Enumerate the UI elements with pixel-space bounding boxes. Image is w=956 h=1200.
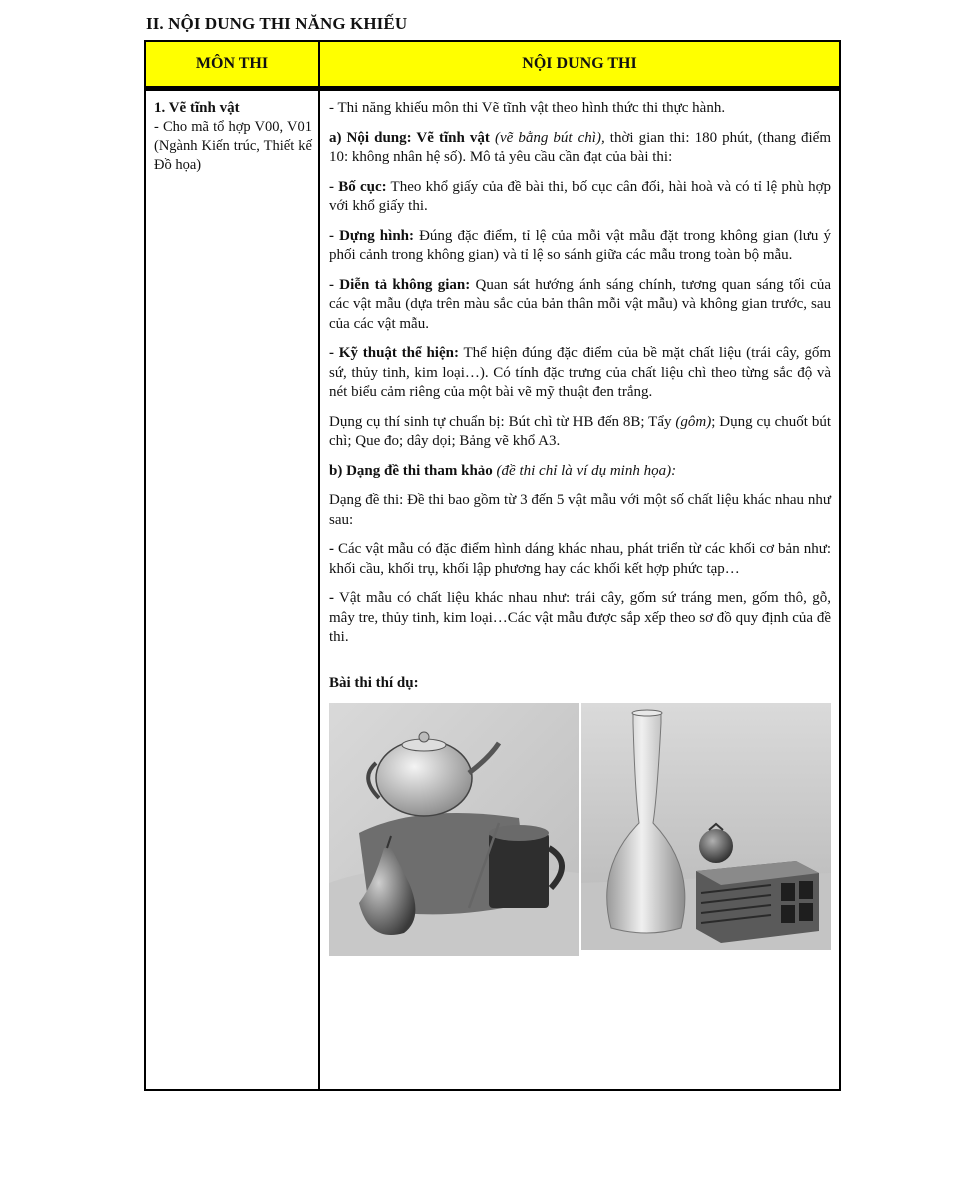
list-item-text: Vật mẫu có chất liệu khác nhau như: trái cây, gốm sứ tráng men, gốm thô, gỗ, mây tre, thủy tinh, kim loại…Các vật mẫu được sắp xếp theo sơ đồ quy định của đề thi.: [329, 590, 831, 645]
intro-text: - Thi năng khiếu môn thi Vẽ tĩnh vật theo hình thức thi thực hành.: [329, 100, 726, 116]
format-text: Dạng đề thi: Đề thi bao gồm từ 3 đến 5 vật mẫu với một số chất liệu khác nhau như sau:: [329, 492, 831, 528]
exam-content-table: [144, 40, 841, 1091]
criterion-space: [329, 276, 831, 335]
table-header-row: [145, 41, 840, 89]
criterion-construction: [329, 227, 831, 266]
header-subject: MÔN THI: [145, 41, 319, 89]
part-a-text: thời gian thi: 180 phút, (thang điểm 10: không nhân hệ số). Mô tả yêu cầu cần đạt của bài thi:: [329, 129, 832, 165]
list-item: [329, 589, 831, 648]
example-photos: [329, 703, 831, 956]
tools-text-a: Dụng cụ thí sinh tự chuẩn bị: Bút chì từ HB đến 8B; Tẩy: [329, 413, 676, 430]
criterion-label: - Bố cục:: [329, 178, 387, 195]
content-cell: [319, 89, 840, 1091]
subject-cell: [145, 89, 319, 1091]
subject-description: - Cho mã tổ hợp V00, V01 (Ngành Kiến trúc, Thiết kế Đồ họa): [154, 119, 312, 173]
header-content: NỘI DUNG THI: [319, 41, 840, 89]
part-a-paragraph: [329, 129, 831, 168]
part-a-italic: (vẽ bằng bút chì),: [494, 129, 605, 146]
table-row: [145, 89, 840, 1091]
list-dash: -: [329, 541, 334, 557]
part-b-label: b) Dạng đề thi tham khảo: [329, 462, 493, 479]
subject-name: 1. Vẽ tĩnh vật: [154, 100, 240, 116]
part-a-label: a) Nội dung: Vẽ tĩnh vật: [329, 129, 490, 146]
example-drawing-vase: [581, 703, 831, 956]
list-dash: -: [329, 590, 334, 606]
tools-italic: (gôm): [675, 413, 712, 430]
criterion-text: Đúng đặc điểm, tỉ lệ của mỗi vật mẫu đặt trong không gian (lưu ý phối cảnh trong không gian) và tỉ lệ so sánh giữa các mẫu trong toàn bộ mẫu.: [329, 227, 831, 263]
criterion-layout: [329, 178, 831, 217]
section-title: II. NỘI DUNG THI NĂNG KHIẾU: [146, 14, 408, 33]
criterion-text: Thể hiện đúng đặc điểm của bề mặt chất liệu (trái cây, gốm sứ, thủy tinh, kim loại…). Có tính đặc trưng của chất liệu chì theo từng sắc độ và nét biểu cảm riêng của một bài vẽ mỹ thuật đen trắng.: [329, 345, 831, 400]
list-item-text: Các vật mẫu có đặc điểm hình dáng khác nhau, phát triển từ các khối cơ bản như: khối cầu, khối trụ, khối lập phương hay các khối kết hợp phức tạp…: [329, 541, 831, 577]
tools-paragraph: [329, 413, 831, 452]
part-b-paragraph: [329, 462, 831, 482]
tools-text-b: ; Dụng cụ chuốt bút chì; Que đo; dây dọi; Bảng vẽ khổ A3.: [329, 413, 831, 449]
criterion-label: - Kỹ thuật thể hiện:: [329, 345, 459, 361]
example-drawing-teapot: [329, 703, 579, 956]
criterion-technique: [329, 344, 831, 403]
example-label-text: Bài thi thí dụ:: [329, 674, 419, 691]
list-item: [329, 540, 831, 579]
criterion-label: - Diễn tả không gian:: [329, 276, 471, 293]
example-label: [329, 674, 831, 694]
criterion-label: - Dựng hình:: [329, 227, 414, 244]
criterion-text: Quan sát hướng ánh sáng chính, tương quan sáng tối của các vật mẫu (dựa trên màu sắc của bản thân mỗi vật mẫu) và không gian trước, sau của các vật mẫu.: [329, 276, 831, 332]
part-b-italic: (đề thi chỉ là ví dụ minh họa):: [492, 462, 677, 479]
criterion-text: Theo khổ giấy của đề bài thi, bố cục cân đối, hài hoà và có tỉ lệ phù hợp với khổ giấy thi.: [329, 178, 832, 214]
